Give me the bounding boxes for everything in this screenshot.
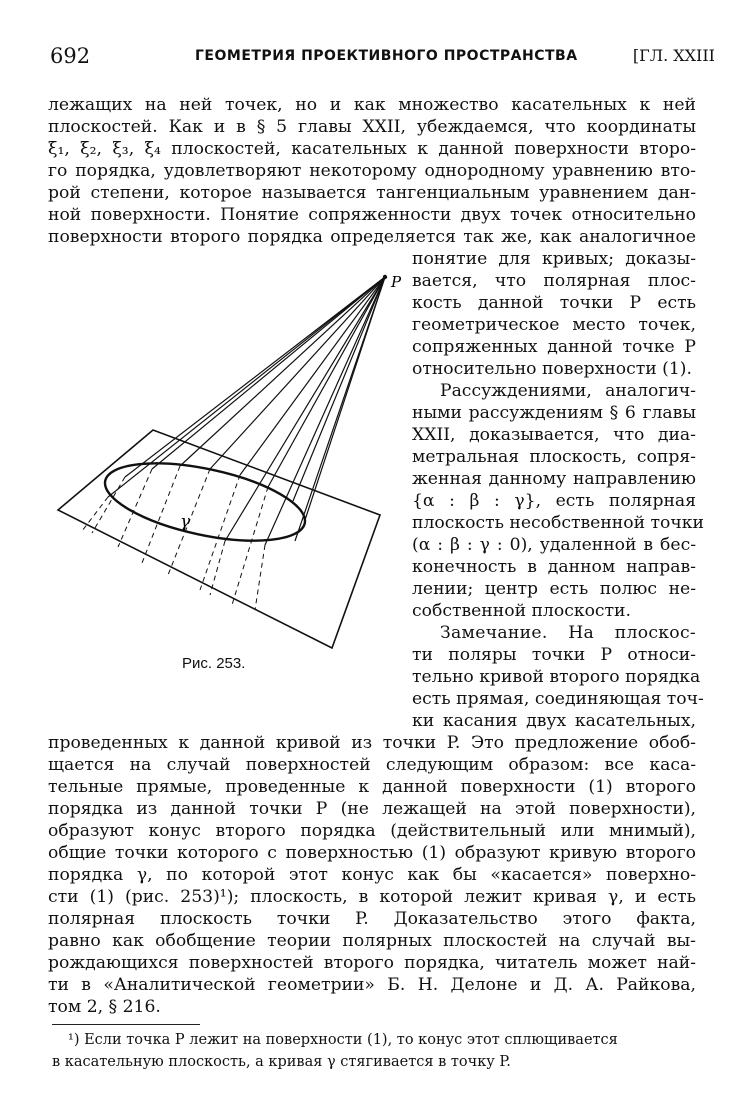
- text-line: есть прямая, соединяющая точ-: [412, 689, 704, 709]
- text-line: щается на случай поверхностей следующим образом: все каса-: [48, 755, 696, 775]
- text-line: тельно кривой второго порядка: [412, 667, 701, 687]
- curve-gamma: [98, 449, 311, 556]
- text-line: равно как обобщение теории полярных плоскостей на случай вы-: [48, 931, 696, 951]
- text-line: геометрическое место точек,: [412, 315, 696, 335]
- text-line: лежащих на ней точек, но и как множество касательных к ней: [48, 95, 696, 115]
- text-line: образуют конус второго порядка (действительный или мнимый),: [48, 821, 696, 841]
- running-title: ГЕОМЕТРИЯ ПРОЕКТИВНОГО ПРОСТРАНСТВА: [195, 48, 578, 64]
- point-p: [383, 275, 387, 279]
- text-line: плоскость несобственной точки: [412, 513, 704, 533]
- text-line: проведенных к данной кривой из точки P. Это предложение обоб-: [48, 733, 696, 753]
- text-line: том 2, § 216.: [48, 997, 161, 1017]
- page-number: 692: [50, 44, 91, 68]
- text-line: ξ₁, ξ₂, ξ₃, ξ₄ плоскостей, касательных к данной поверхности второ-: [48, 139, 696, 159]
- footnote-divider: [52, 1024, 200, 1025]
- text-line: понятие для кривых; доказы-: [412, 249, 696, 269]
- text-line: (α : β : γ : 0), удаленной в бес-: [412, 535, 696, 555]
- text-line: Рассуждениями, аналогич-: [440, 381, 696, 401]
- text-line: лении; центр есть полюс не-: [412, 579, 696, 599]
- text-line: сопряженных данной точке P: [412, 337, 696, 357]
- text-line: рождающихся поверхностей второго порядка, читатель может най-: [48, 953, 696, 973]
- text-line: собственной плоскости.: [412, 601, 631, 621]
- page-header: [50, 44, 715, 72]
- text-line: поверхности второго порядка определяется так же, как аналогичное: [48, 227, 696, 247]
- text-line: XXII, доказывается, что диа-: [412, 425, 696, 445]
- text-line: тельные прямые, проведенные к данной поверхности (1) второго: [48, 777, 696, 797]
- text-line: вается, что полярная плос-: [412, 271, 696, 291]
- footnote-line: в касательную плоскость, а кривая γ стягивается в точку P.: [52, 1054, 511, 1070]
- hidden-lines: [82, 466, 268, 610]
- text-line: го порядка, удовлетворяют некоторому однородному уравнению вто-: [48, 161, 696, 181]
- text-line: женная данному направлению: [412, 469, 696, 489]
- text-line: метральная плоскость, сопря-: [412, 447, 696, 467]
- text-line: ными рассуждениям § 6 главы: [412, 403, 696, 423]
- text-line: порядка γ, по которой этот конус как бы «касается» поверхно-: [48, 865, 696, 885]
- text-line: полярная плоскость точки P. Доказательство этого факта,: [48, 909, 696, 929]
- text-line: ти поляры точки P относи-: [412, 645, 696, 665]
- text-line: {α : β : γ}, есть полярная: [412, 491, 696, 511]
- figure-caption: Рис. 253.: [182, 655, 246, 672]
- text-line: относительно поверхности (1).: [412, 359, 692, 379]
- cone-generators: [108, 277, 385, 545]
- text-line: порядка из данной точки P (не лежащей на этой поверхности),: [48, 799, 696, 819]
- figure-253-cone: [40, 265, 400, 665]
- text-line: рой степени, которое называется тангенциальным уравнением дан-: [48, 183, 696, 203]
- text-line: сти (1) (рис. 253)¹); плоскость, в которой лежит кривая γ, и есть: [48, 887, 696, 907]
- text-line: ной поверхности. Понятие сопряженности двух точек относительно: [48, 205, 696, 225]
- footnote-line: ¹) Если точка P лежит на поверхности (1), то конус этот сплющивается: [68, 1032, 618, 1048]
- chapter-label: [ГЛ. XXIII: [632, 46, 715, 65]
- text-line: кость данной точки P есть: [412, 293, 696, 313]
- remark-line: Замечание. На плоскос-: [440, 623, 696, 643]
- text-line: ти в «Аналитической геометрии» Б. Н. Делоне и Д. А. Райкова,: [48, 975, 696, 995]
- point-p-label: P: [391, 273, 402, 291]
- curve-gamma-label: γ: [180, 512, 191, 532]
- text-line: конечность в данном направ-: [412, 557, 696, 577]
- text-line: общие точки которого с поверхностью (1) образуют кривую второго: [48, 843, 696, 863]
- text-line: плоскостей. Как и в § 5 главы XXII, убеждаемся, что координаты: [48, 117, 696, 137]
- text-line: ки касания двух касательных,: [412, 711, 696, 731]
